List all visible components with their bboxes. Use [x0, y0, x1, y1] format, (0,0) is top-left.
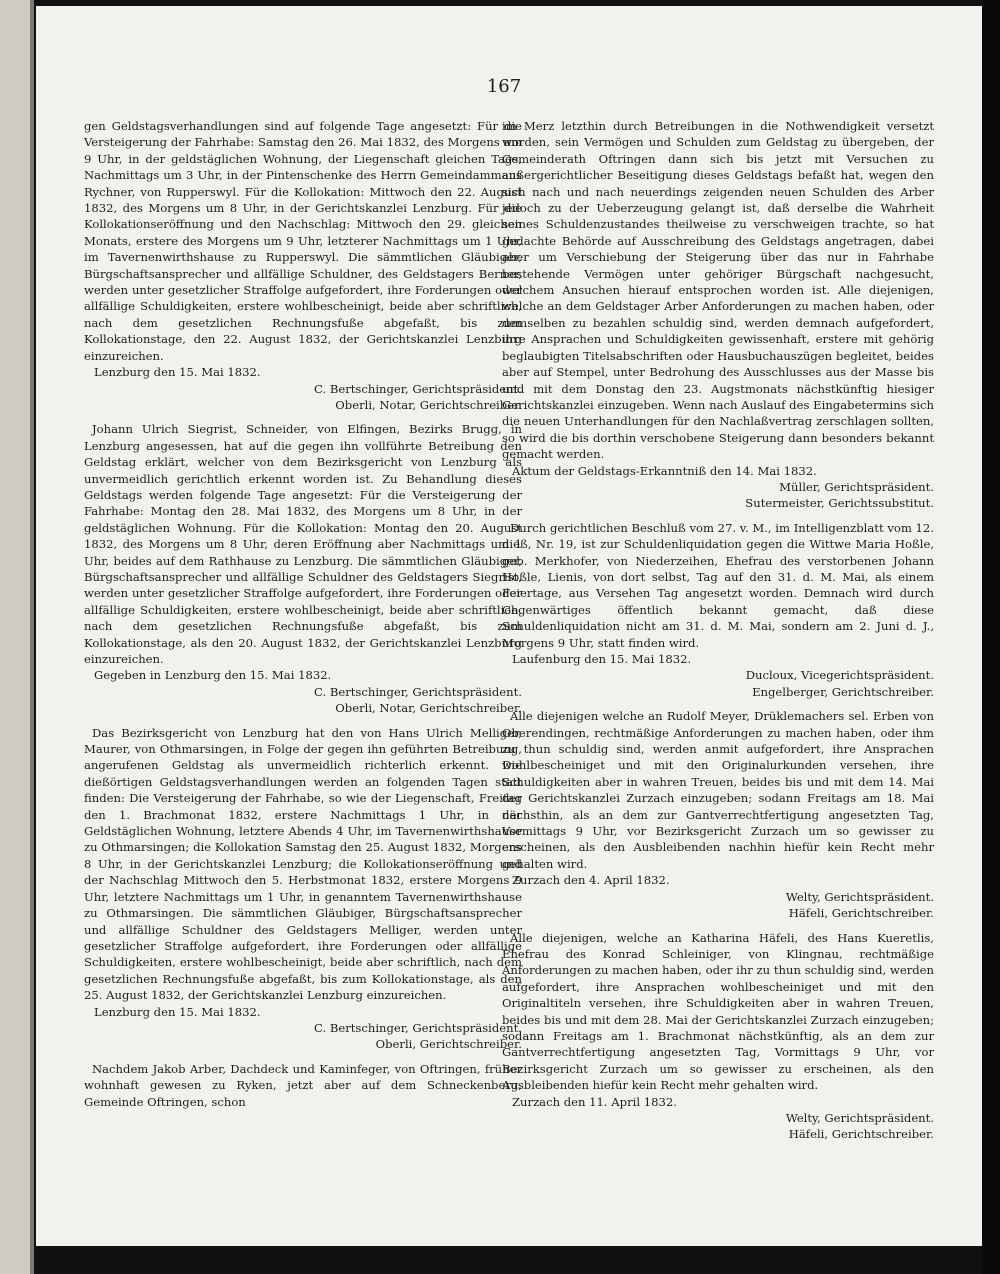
place-date-line: Zurzach den 4. April 1832.: [512, 873, 670, 888]
signature-line: C. Bertschinger, Gerichtspräsident.: [314, 381, 522, 396]
place-date-line: Lenzburg den 15. Mai 1832.: [94, 365, 261, 380]
notice-separator: [502, 922, 934, 930]
scan-binding-edge: [0, 0, 34, 1274]
notice-paragraph: Alle diejenigen, welche an Katharina Häfeli, des Hans Kueretlis, Ehefrau des Konrad Schleiniger, von Klingnau, rechtmäßige Anforderungen zu machen haben, oder ihr zu thun schuldig sind, werden aufgefordert, ihre Ansprachen wohlbescheiniget und mit den Originaltiteln versehen, ihre Schuldigkeiten aber in wahren Treuen, beides bis und mit dem 28. Mai der Gerichtskanzlei Zurzach einzugeben; sodann Freitags am 1. Brachmonat nächstkünftig, als an dem zur Gantverrechtfertigung angesetzten Tag, Vormittags 9 Uhr, vor Bezirksgericht Zurzach um so gewisser zu erscheinen, als den Ausbleibenden hiefür kein Recht mehr gehalten wird.: [502, 930, 934, 1093]
notice-separator: [502, 700, 934, 708]
newspaper-page: [36, 6, 982, 1246]
notice-paragraph: Durch gerichtlichen Beschluß vom 27. v. M., im Intelligenzblatt vom 12. dieß, Nr. 19, ist zur Schuldenliquidation gegen die Wittwe Maria Hoßle, geb. Merkhofer, von Niederzeihen, Ehefrau des verstorbenen Johann Hoßle, Lienis, von dort selbst, Tag auf den 31. d. M. Mai, als einem Feiertage, aus Versehen Tag angesetzt worden. Demnach wird durch Gegenwärtiges öffentlich bekannt gemacht, daß diese Schuldenliquidation nicht am 31. d. M. Mai, sondern am 2. Juni d. J., Morgens 9 Uhr, statt finden wird.: [502, 520, 934, 650]
place-date-line: Aktum der Geldstags-Erkanntniß den 14. Mai 1832.: [512, 463, 817, 478]
notice-paragraph: Alle diejenigen welche an Rudolf Meyer, Drüklemachers sel. Erben von Oberendingen, rechtmäßige Anforderungen zu machen haben, oder ihm zu thun schuldig sind, werden anmit aufgefordert, ihre Ansprachen wohlbescheiniget und mit den Originalurkunden versehen, ihre Schuldigkeiten aber in wahren Treuen, beides bis und mit dem 14. Mai der Gerichtskanzlei Zurzach einzugeben; sodann Freitags am 18. Mai nächsthin, als an dem zur Gantverrechtfertigung angesetzten Tag, Vormittags 9 Uhr, vor Bezirksgericht Zurzach um so gewisser zu erscheinen, als den Ausbleibenden nachhin hiefür kein Recht mehr gehalten wird.: [502, 709, 934, 871]
paragraph-continued: gen Geldstagsverhandlungen sind auf folgende Tage angesetzt: Für die Versteigerung der Fahrhabe: Samstag den 26. Mai 1832, des Morgens um 9 Uhr, in der geldstäglichen Wohnung, der Liegenschaft gleichen Tags, Nachmittags um 3 Uhr, in der Pintenschenke des Herrn Gemeindammans Rychner, von Rupperswyl. Für die Kollokation: Mittwoch den 22. August 1832, des Morgens um 8 Uhr, in der Gerichtskanzlei Lenzburg. Für die Kollokationseröffnung und den Nachschlag: Mittwoch den 29. gleichen Monats, erstere des Morgens um 9 Uhr, letzterer Nachmittags um 1 Uhr, im Tavernenwirthshause zu Rupperswyl. Die sämmtlichen Gläubiger, Bürgschaftsansprecher und allfällige Schuldner, des Geldstagers Berner, werden unter gesetzlicher Straffolge aufgefordert, ihre Forderungen oder allfällige Schuldigkeiten, erstere wohlbescheinigt, beide aber schriftlich, nach dem gesetzlichen Rechnungsfuße abgefaßt, bis zum Kollokationstage, den 22. August 1832, der Gerichtskanzlei Lenzburg einzureichen.: [84, 119, 522, 363]
signature-line: Oberli, Notar, Gerichtschreiber.: [335, 397, 522, 412]
notice-separator: [502, 512, 934, 520]
paragraph-continued: im Merz letzthin durch Betreibungen in die Nothwendigkeit versetzt worden, sein Vermögen und Schulden zum Geldstag zu übergeben, der Gemeinderath Oftringen dann sich bis jetzt mit Versuchen zu außergerichtlicher Beseitigung dieses Geldstags befaßt hat, wegen den sich nach und nach neuerdings zeigenden neuen Schulden des Arber jedoch zu der Ueberzeugung gelangt ist, daß derselbe die Wahrheit seines Schuldenzustandes theilweise zu verschweigen trachte, so hat gedachte Behörde auf Ausschreibung des Geldstags angetragen, dabei aber um Verschiebung der Steigerung über das nur in Fahrhabe bestehende Vermögen unter gehöriger Bürgschaft nachgesucht, welchem Ansuchen hierauf entsprochen worden ist. Alle diejenigen, welche an dem Geldstager Arber Anforderungen zu machen haben, oder demselben zu bezahlen schuldig sind, werden demnach aufgefordert, ihre Ansprachen und Schuldigkeiten gewissenhaft, erstere mit gehörig beglaubigten Titelsabschriften oder Hausbuchauszügen begleitet, beides aber auf Stempel, unter Bedrohung des Ausschlusses aus der Masse bis und mit dem Donstag den 23. Augstmonats nächstkünftig hiesiger Gerichtskanzlei einzugeben. Wenn nach Auslauf des Eingabetermins sich die neuen Unterhandlungen für den Nachlaßvertrag zerschlagen sollten, so wird die bis dorthin verschobene Steigerung dann besonders bekannt gemacht werden.: [502, 119, 934, 462]
signature-line: Ducloux, Vicegerichtspräsident.: [745, 668, 934, 683]
place-date-line: Lenzburg den 15. Mai 1832.: [94, 1004, 261, 1019]
notice-separator: [84, 413, 522, 421]
notice-paragraph: Johann Ulrich Siegrist, Schneider, von Elfingen, Bezirks Brugg, in Lenzburg angesessen, hat auf die gegen ihn vollführte Betreibung den Geldstag erklärt, welcher von dem Bezirksgericht von Lenzburg als unvermeidlich gerichtlich erkennt worden ist. Zu Behandlung dieses Geldstags werden folgende Tage angesetzt: Für die Versteigerung der Fahrhabe: Montag den 28. Mai 1832, des Morgens um 8 Uhr, in der geldstäglichen Wohnung. Für die Kollokation: Montag den 20. August 1832, des Morgens um 8 Uhr, deren Eröffnung aber Nachmittags um 1 Uhr, beides auf dem Rathhause zu Lenzburg. Die sämmtlichen Gläubiger, Bürgschaftsansprecher und allfällige Schuldner des Geldstagers Siegrist, werden unter gesetzlicher Straffolge aufgefordert, ihre Forderungen oder allfällige Schuldigkeiten, erstere wohlbescheinigt, beide aber schriftlich, nach dem gesetzlichen Rechnungsfuße abgefaßt, bis zum Kollokationstage, als den 20. August 1832, der Gerichtskanzlei Lenzburg einzureichen.: [84, 422, 522, 666]
notice-separator: [84, 1053, 522, 1061]
signature-line: Welty, Gerichtspräsident.: [785, 889, 934, 904]
right-column: [502, 118, 934, 1143]
signature-line: Oberli, Notar, Gerichtschreiber.: [335, 701, 522, 716]
place-date-line: Laufenburg den 15. Mai 1832.: [512, 652, 692, 666]
notice-paragraph: Nachdem Jakob Arber, Dachdeck und Kaminfeger, von Oftringen, früher wohnhaft gewesen zu Ryken, jetzt aber auf dem Schneckenberg, Gemeinde Oftringen, schon: [84, 1061, 522, 1109]
signature-line: C. Bertschinger, Gerichtspräsident.: [314, 684, 522, 699]
place-date-line: Gegeben in Lenzburg den 15. Mai 1832.: [94, 668, 332, 683]
notice-separator: [84, 717, 522, 725]
page-number: 167: [486, 76, 522, 97]
scan-background: [982, 0, 1000, 1274]
signature-line: Häfeli, Gerichtschreiber.: [788, 1127, 934, 1142]
signature-line: Welty, Gerichtspräsident.: [785, 1110, 934, 1125]
signature-line: C. Bertschinger, Gerichtspräsident.: [314, 1020, 522, 1035]
signature-line: Häfeli, Gerichtschreiber.: [788, 906, 934, 921]
place-date-line: Zurzach den 11. April 1832.: [512, 1094, 677, 1109]
left-column: [84, 118, 522, 1110]
notice-paragraph: Das Bezirksgericht von Lenzburg hat den von Hans Ulrich Melliger, Maurer, von Othmarsingen, in Folge der gegen ihn geführten Betreibung, angerufenen Geldstag als unvermeidlich richterlich erkennt. Die dießörtigen Geldstagsverhandlungen werden an folgenden Tagen statt finden: Die Versteigerung der Fahrhabe, so wie der Liegenschaft, Freitag den 1. Brachmonat 1832, erstere Nachmittags 1 Uhr, in der Geldstäglichen Wohnung, letztere Abends 4 Uhr, im Tavernenwirthshause zu Othmarsingen; die Kollokation Samstag den 25. August 1832, Morgens 8 Uhr, in der Gerichtskanzlei Lenzburg; die Kollokationseröffnung und der Nachschlag Mittwoch den 5. Herbstmonat 1832, erstere Morgens 9 Uhr, letztere Nachmittags um 1 Uhr, in genanntem Tavernenwirthshause zu Othmarsingen. Die sämmtlichen Gläubiger, Bürgschaftsansprecher und allfällige Schuldner des Geldstagers Melliger, werden unter gesetzlicher Straffolge aufgefordert, ihre Forderungen oder allfällige Schuldigkeiten, erstere wohlbescheinigt, beide aber schriftlich, nach dem gesetzlichen Rechnungsfuße abgefaßt, bis zum Kollokationstage, als den 25. August 1832, der Gerichtskanzlei Lenzburg einzureichen.: [84, 725, 522, 1003]
signature-line: Engelberger, Gerichtschreiber.: [752, 684, 934, 699]
signature-line: Sutermeister, Gerichtssubstitut.: [745, 496, 934, 511]
signature-line: Oberli, Gerichtschreiber.: [375, 1037, 522, 1052]
signature-line: Müller, Gerichtspräsident.: [779, 479, 934, 494]
